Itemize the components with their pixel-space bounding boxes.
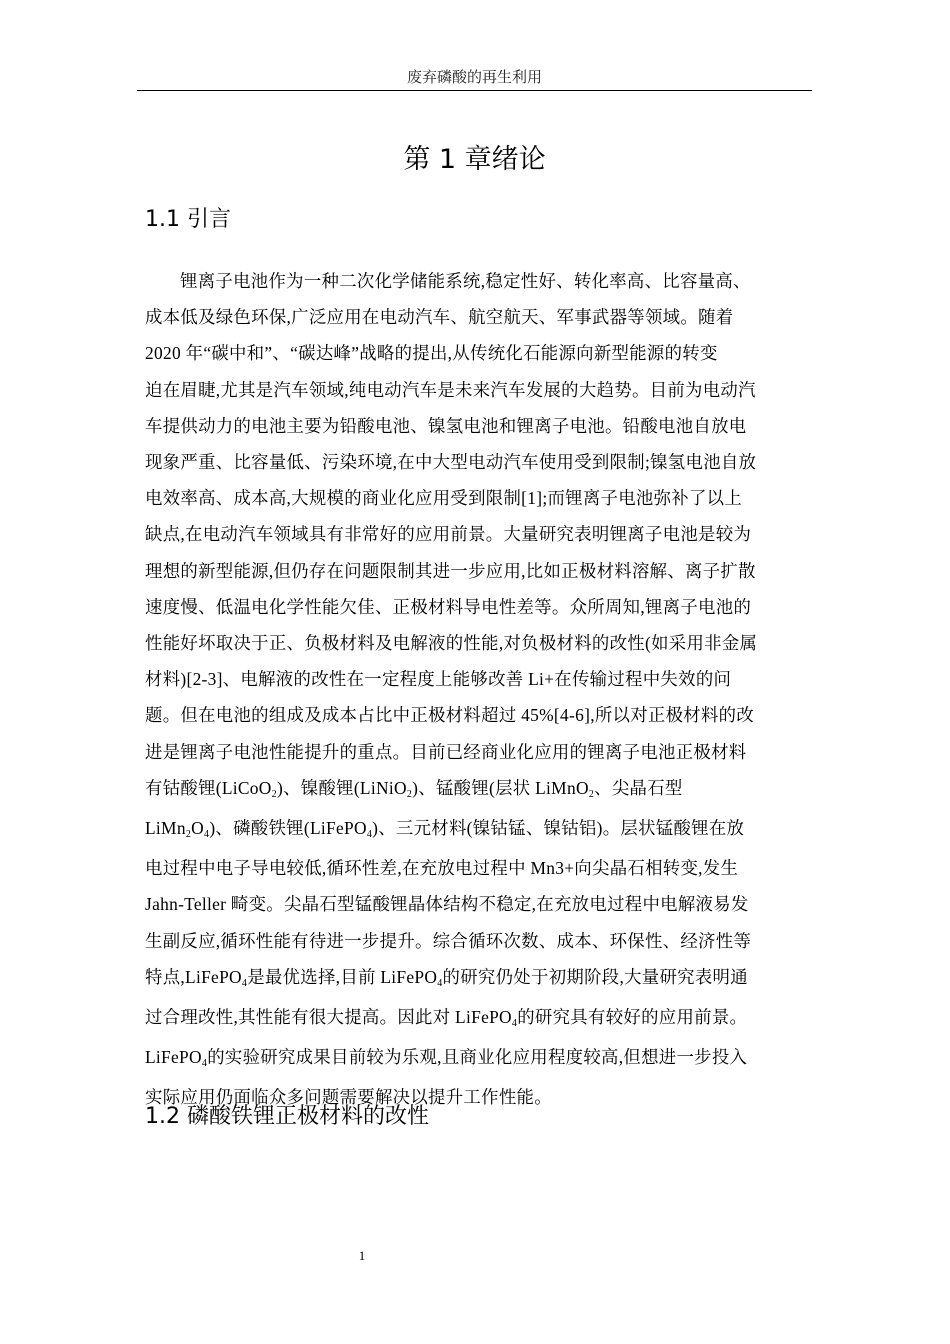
section-heading-intro: 1.1 引言 xyxy=(145,207,231,232)
text-run: O xyxy=(191,818,204,839)
text-run: 、尖晶石型 xyxy=(594,777,683,798)
subscript: 2 xyxy=(406,788,413,800)
text-run: 过合理改性,其性能有很大提高。因此对 LiFePO xyxy=(145,1007,512,1028)
text-line: 迫在眉睫,尤其是汽车领域,纯电动汽车是未来汽车发展的大趋势。目前为电动汽 xyxy=(145,379,756,400)
subscript: 2 xyxy=(271,788,277,800)
text-line: 实际应用仍面临众多问题需要解决以提升工作性能。 xyxy=(145,1087,552,1108)
text-run: 的研究仍处于初期阶段,大量研究表明通 xyxy=(442,966,748,987)
text-line xyxy=(145,999,807,1039)
header-rule xyxy=(137,90,812,91)
page-number: 1 xyxy=(358,1248,366,1263)
subscript: 4 xyxy=(204,829,210,841)
text-run: 的研究具有较好的应用前景。 xyxy=(517,1007,748,1028)
text-line: 电效率高、成本高,大规模的商业化应用受到限制[1];而锂离子电池弥补了以上 xyxy=(145,488,743,509)
text-run: 特点,LiFePO xyxy=(145,966,242,987)
subscript: 4 xyxy=(366,829,373,841)
text-line xyxy=(145,770,807,810)
subscript: 4 xyxy=(241,977,248,989)
subscript: 4 xyxy=(511,1018,518,1030)
text-line: 缺点,在电动汽车领域具有非常好的应用前景。大量研究表明锂离子电池是较为 xyxy=(145,524,752,545)
text-line: 速度慢、低温电化学性能欠佳、正极材料导电性差等。众所周知,锂离子电池的 xyxy=(145,596,752,617)
text-line: 性能好坏取决于正、负极材料及电解液的性能,对负极材料的改性(如采用非金属 xyxy=(145,633,758,654)
text-line: 材料)[2-3]、电解液的改性在一定程度上能够改善 Li+在传输过程中失效的问 xyxy=(145,669,732,690)
text-line xyxy=(145,810,807,850)
section-heading-modification: 1.2 磷酸铁锂正极材料的改性 xyxy=(145,1104,429,1129)
text-line xyxy=(145,959,807,999)
text-line: 进是锂离子电池性能提升的重点。目前已经商业化应用的锂离子电池正极材料 xyxy=(145,741,747,762)
text-line: 2020 年“碳中和”、“碳达峰”战略的提出,从传统化石能源向新型能源的转变 xyxy=(145,343,718,364)
text-run: 的实验研究成果目前较为乐观,且商业化应用程度较高,但想进一步投入 xyxy=(207,1047,748,1068)
text-line: 成本低及绿色环保,广泛应用在电动汽车、航空航天、军事武器等领域。随着 xyxy=(145,307,734,328)
text-line: 现象严重、比容量低、污染环境,在中大型电动汽车使用受到限制;镍氢电池自放 xyxy=(145,452,757,473)
text-run: )、锰酸锂(层状 LiMnO xyxy=(412,777,589,798)
text-line: 题。但在电池的组成及成本占比中正极材料超过 45%[4-6],所以对正极材料的改 xyxy=(145,705,755,726)
body-paragraph xyxy=(145,263,807,1116)
text-run: LiFePO xyxy=(145,1047,202,1068)
text-line xyxy=(145,1039,807,1079)
text-run: 有钴酸锂(LiCoO xyxy=(145,777,272,798)
text-run: )、三元材料(镍钴锰、镍钴铝)。层状锰酸锂在放 xyxy=(372,818,745,839)
text-run: )、磷酸铁锂(LiFePO xyxy=(209,818,367,839)
text-run: 是最优选择,目前 LiFePO xyxy=(247,966,438,987)
chapter-title: 第 1 章绪论 xyxy=(403,144,546,175)
text-line: 车提供动力的电池主要为铅酸电池、镍氢电池和锂离子电池。铅酸电池自放电 xyxy=(145,415,747,436)
text-run: LiMn xyxy=(145,818,186,839)
text-line: Jahn-Teller 畸变。尖晶石型锰酸锂晶体结构不稳定,在充放电过程中电解液易发 xyxy=(145,894,749,915)
text-line: 锂离子电池作为一种二次化学储能系统,稳定性好、转化率高、比容量高、 xyxy=(180,271,751,291)
text-line: 理想的新型能源,但仍存在问题限制其进一步应用,比如正极材料溶解、离子扩散 xyxy=(145,560,756,581)
running-header: 废弃磷酸的再生利用 xyxy=(406,70,542,86)
subscript: 2 xyxy=(185,829,192,841)
subscript: 4 xyxy=(201,1058,208,1070)
subscript: 4 xyxy=(437,977,443,989)
text-run: )、镍酸锂(LiNiO xyxy=(276,777,407,798)
text-line: 电过程中电子导电较低,循环性差,在充放电过程中 Mn3+向尖晶石相转变,发生 xyxy=(145,858,739,879)
subscript: 2 xyxy=(588,788,595,800)
text-line: 生副反应,循环性能有待进一步提升。综合循环次数、成本、环保性、经济性等 xyxy=(145,930,752,951)
